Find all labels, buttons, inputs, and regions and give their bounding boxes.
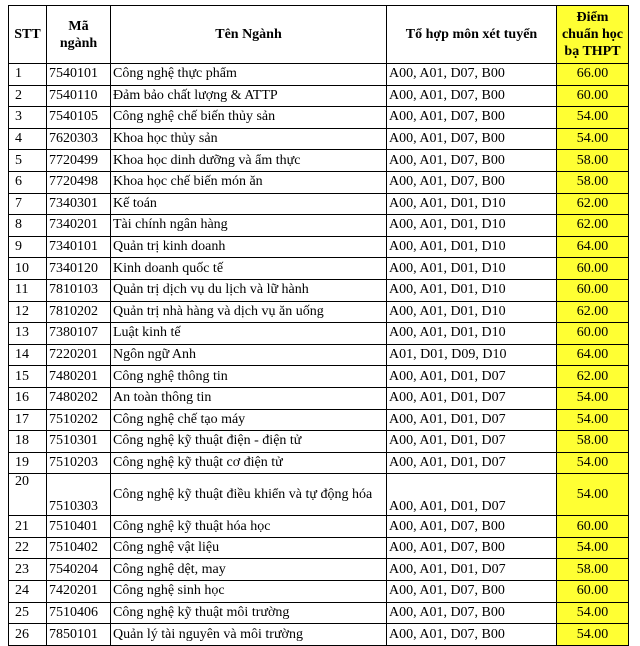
- row-benchmark-score: 54.00: [557, 474, 629, 516]
- row-subject-combination: A01, D01, D09, D10: [387, 344, 557, 366]
- row-benchmark-score: 60.00: [557, 279, 629, 301]
- row-benchmark-score: 64.00: [557, 236, 629, 258]
- row-major-code: 7510303: [47, 474, 111, 516]
- row-major-name: Công nghệ kỹ thuật điện - điện tử: [111, 431, 387, 453]
- row-major-name: Tài chính ngân hàng: [111, 215, 387, 237]
- table-row: [9, 602, 629, 624]
- row-major-code: 7340101: [47, 236, 111, 258]
- row-stt: 2: [9, 85, 47, 107]
- row-benchmark-score: 54.00: [557, 409, 629, 431]
- row-subject-combination: A00, A01, D01, D10: [387, 301, 557, 323]
- row-subject-combination: A00, A01, D07, B00: [387, 537, 557, 559]
- row-benchmark-score: 62.00: [557, 301, 629, 323]
- row-stt: 21: [9, 516, 47, 538]
- row-benchmark-score: 54.00: [557, 107, 629, 129]
- table-row: [9, 624, 629, 646]
- row-major-name: Kế toán: [111, 193, 387, 215]
- row-stt: 5: [9, 150, 47, 172]
- table-row: [9, 431, 629, 453]
- row-stt: 11: [9, 279, 47, 301]
- row-subject-combination: A00, A01, D01, D07: [387, 409, 557, 431]
- row-subject-combination: A00, A01, D01, D10: [387, 236, 557, 258]
- row-subject-combination: A00, A01, D07, B00: [387, 171, 557, 193]
- row-stt: 25: [9, 602, 47, 624]
- row-subject-combination: A00, A01, D01, D10: [387, 279, 557, 301]
- row-major-code: 7510406: [47, 602, 111, 624]
- row-benchmark-score: 54.00: [557, 624, 629, 646]
- row-subject-combination: A00, A01, D07, B00: [387, 581, 557, 603]
- row-major-code: 7510203: [47, 452, 111, 474]
- row-benchmark-score: 66.00: [557, 64, 629, 86]
- row-major-name: Công nghệ kỹ thuật điều khiển và tự động hóa: [111, 474, 387, 516]
- header-major-name: Tên Ngành: [111, 6, 387, 64]
- row-benchmark-score: 60.00: [557, 85, 629, 107]
- table-row: [9, 581, 629, 603]
- row-major-name: Khoa học thủy sản: [111, 128, 387, 150]
- row-stt: 6: [9, 171, 47, 193]
- row-major-name: Khoa học dinh dưỡng và ẩm thực: [111, 150, 387, 172]
- row-subject-combination: A00, A01, D07, B00: [387, 128, 557, 150]
- row-benchmark-score: 60.00: [557, 581, 629, 603]
- row-stt: 8: [9, 215, 47, 237]
- row-major-code: 7510202: [47, 409, 111, 431]
- table-row: [9, 171, 629, 193]
- header-benchmark-score: Điểm chuẩn học bạ THPT: [557, 6, 629, 64]
- row-major-name: Công nghệ kỹ thuật cơ điện tử: [111, 452, 387, 474]
- row-major-name: Công nghệ sinh học: [111, 581, 387, 603]
- row-stt: 7: [9, 193, 47, 215]
- row-stt: 9: [9, 236, 47, 258]
- row-subject-combination: A00, A01, D01, D07: [387, 474, 557, 516]
- admission-score-table: [8, 5, 629, 646]
- row-major-code: 7340201: [47, 215, 111, 237]
- header-subject-combination: Tổ hợp môn xét tuyển: [387, 6, 557, 64]
- row-benchmark-score: 54.00: [557, 537, 629, 559]
- row-subject-combination: A00, A01, D07, B00: [387, 107, 557, 129]
- row-subject-combination: A00, A01, D07, B00: [387, 602, 557, 624]
- row-major-name: Công nghệ vật liệu: [111, 537, 387, 559]
- row-major-code: 7510402: [47, 537, 111, 559]
- row-subject-combination: A00, A01, D01, D10: [387, 323, 557, 345]
- row-subject-combination: A00, A01, D01, D10: [387, 215, 557, 237]
- row-benchmark-score: 60.00: [557, 516, 629, 538]
- row-subject-combination: A00, A01, D01, D07: [387, 431, 557, 453]
- table-row: [9, 236, 629, 258]
- row-benchmark-score: 54.00: [557, 602, 629, 624]
- row-benchmark-score: 62.00: [557, 193, 629, 215]
- header-stt: STT: [9, 6, 47, 64]
- row-major-name: Luật kinh tế: [111, 323, 387, 345]
- row-major-code: 7810103: [47, 279, 111, 301]
- row-major-code: 7850101: [47, 624, 111, 646]
- row-subject-combination: A00, A01, D01, D07: [387, 387, 557, 409]
- row-benchmark-score: 54.00: [557, 387, 629, 409]
- row-major-name: Quản trị kinh doanh: [111, 236, 387, 258]
- row-benchmark-score: 58.00: [557, 171, 629, 193]
- row-benchmark-score: 58.00: [557, 431, 629, 453]
- row-stt: 1: [9, 64, 47, 86]
- row-major-code: 7540101: [47, 64, 111, 86]
- row-major-code: 7340120: [47, 258, 111, 280]
- row-stt: 10: [9, 258, 47, 280]
- table-row: [9, 215, 629, 237]
- row-stt: 12: [9, 301, 47, 323]
- table-row: [9, 279, 629, 301]
- row-major-code: 7540110: [47, 85, 111, 107]
- table-row: [9, 150, 629, 172]
- table-row: [9, 409, 629, 431]
- row-subject-combination: A00, A01, D07, B00: [387, 85, 557, 107]
- row-stt: 16: [9, 387, 47, 409]
- table-row: [9, 387, 629, 409]
- row-stt: 14: [9, 344, 47, 366]
- row-major-name: Công nghệ dệt, may: [111, 559, 387, 581]
- row-major-name: Công nghệ kỹ thuật môi trường: [111, 602, 387, 624]
- row-benchmark-score: 58.00: [557, 559, 629, 581]
- row-benchmark-score: 54.00: [557, 452, 629, 474]
- row-stt: 13: [9, 323, 47, 345]
- table-row: [9, 344, 629, 366]
- row-subject-combination: A00, A01, D07, B00: [387, 516, 557, 538]
- row-stt: 26: [9, 624, 47, 646]
- row-major-code: 7220201: [47, 344, 111, 366]
- table-row: [9, 258, 629, 280]
- table-row: [9, 107, 629, 129]
- table-row: [9, 452, 629, 474]
- row-major-name: Quản trị nhà hàng và dịch vụ ăn uống: [111, 301, 387, 323]
- row-benchmark-score: 64.00: [557, 344, 629, 366]
- table-row: [9, 537, 629, 559]
- row-subject-combination: A00, A01, D07, B00: [387, 64, 557, 86]
- row-major-code: 7720499: [47, 150, 111, 172]
- row-subject-combination: A00, A01, D07, B00: [387, 624, 557, 646]
- row-subject-combination: A00, A01, D01, D10: [387, 193, 557, 215]
- row-stt: 17: [9, 409, 47, 431]
- table-header-row: [9, 6, 629, 64]
- row-subject-combination: A00, A01, D01, D07: [387, 452, 557, 474]
- row-major-name: Công nghệ thông tin: [111, 366, 387, 388]
- row-stt: 22: [9, 537, 47, 559]
- table-row: [9, 366, 629, 388]
- row-subject-combination: A00, A01, D07, B00: [387, 150, 557, 172]
- row-major-code: 7510301: [47, 431, 111, 453]
- row-major-code: 7380107: [47, 323, 111, 345]
- table-row: [9, 301, 629, 323]
- row-major-name: Ngôn ngữ Anh: [111, 344, 387, 366]
- row-major-name: Quản lý tài nguyên và môi trường: [111, 624, 387, 646]
- row-major-name: Công nghệ chế tạo máy: [111, 409, 387, 431]
- row-major-name: An toàn thông tin: [111, 387, 387, 409]
- row-major-code: 7620303: [47, 128, 111, 150]
- row-stt: 15: [9, 366, 47, 388]
- row-major-name: Đảm bảo chất lượng & ATTP: [111, 85, 387, 107]
- row-major-code: 7720498: [47, 171, 111, 193]
- row-major-name: Công nghệ kỹ thuật hóa học: [111, 516, 387, 538]
- row-benchmark-score: 54.00: [557, 128, 629, 150]
- row-benchmark-score: 62.00: [557, 215, 629, 237]
- row-subject-combination: A00, A01, D01, D07: [387, 366, 557, 388]
- row-benchmark-score: 60.00: [557, 258, 629, 280]
- table-row: [9, 64, 629, 86]
- row-major-code: 7540105: [47, 107, 111, 129]
- row-stt: 18: [9, 431, 47, 453]
- row-stt: 3: [9, 107, 47, 129]
- row-major-name: Công nghệ thực phẩm: [111, 64, 387, 86]
- header-major-code: Mã ngành: [47, 6, 111, 64]
- row-stt: 24: [9, 581, 47, 603]
- table-row: [9, 193, 629, 215]
- row-stt: 4: [9, 128, 47, 150]
- row-benchmark-score: 58.00: [557, 150, 629, 172]
- row-benchmark-score: 62.00: [557, 366, 629, 388]
- row-major-name: Khoa học chế biến món ăn: [111, 171, 387, 193]
- row-major-code: 7510401: [47, 516, 111, 538]
- row-major-code: 7810202: [47, 301, 111, 323]
- row-stt: 20: [9, 474, 47, 516]
- row-major-name: Công nghệ chế biến thủy sản: [111, 107, 387, 129]
- table-row: [9, 516, 629, 538]
- row-benchmark-score: 60.00: [557, 323, 629, 345]
- table-row: [9, 128, 629, 150]
- row-subject-combination: A00, A01, D01, D10: [387, 258, 557, 280]
- table-body: [9, 64, 629, 646]
- table-row: [9, 85, 629, 107]
- row-subject-combination: A00, A01, D01, D07: [387, 559, 557, 581]
- row-major-name: Kinh doanh quốc tế: [111, 258, 387, 280]
- table-row: [9, 323, 629, 345]
- row-major-name: Quản trị dịch vụ du lịch và lữ hành: [111, 279, 387, 301]
- row-major-code: 7340301: [47, 193, 111, 215]
- table-row: [9, 559, 629, 581]
- row-major-code: 7480202: [47, 387, 111, 409]
- row-stt: 19: [9, 452, 47, 474]
- row-major-code: 7540204: [47, 559, 111, 581]
- table-row: [9, 474, 629, 516]
- row-major-code: 7480201: [47, 366, 111, 388]
- row-stt: 23: [9, 559, 47, 581]
- row-major-code: 7420201: [47, 581, 111, 603]
